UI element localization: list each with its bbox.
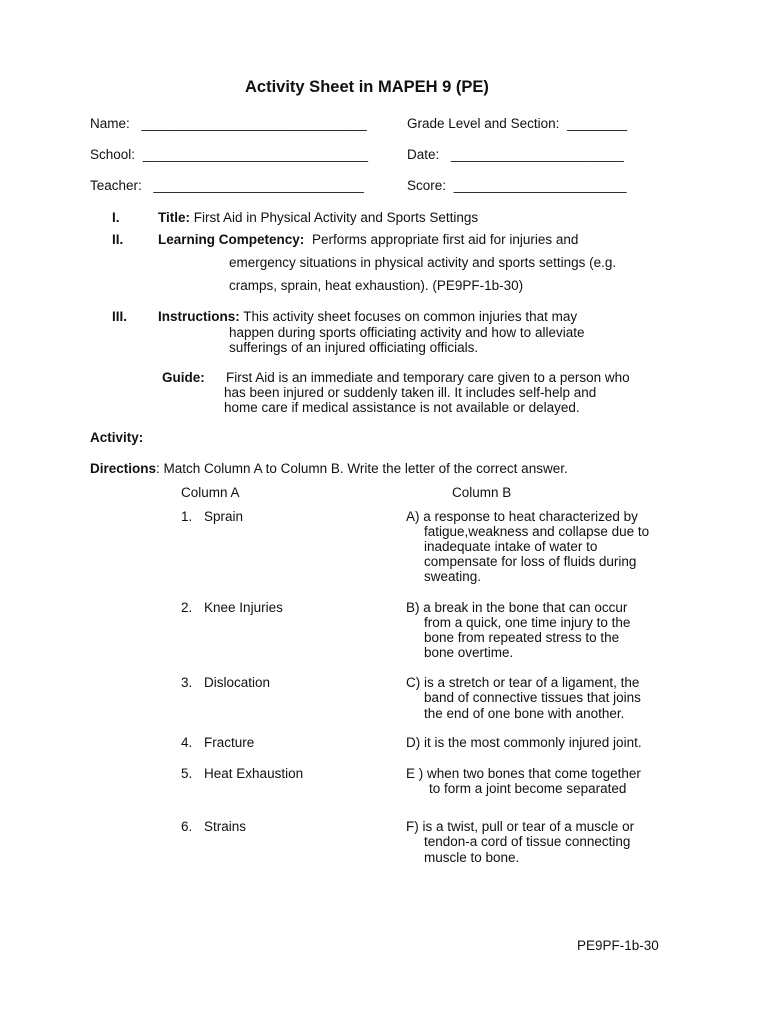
col-b-line: compensate for loss of fluids during [424, 554, 637, 569]
teacher-field-row [90, 178, 364, 193]
col-a-item [181, 675, 270, 690]
page-title: Activity Sheet in MAPEH 9 (PE) [245, 78, 489, 96]
col-a-text: Knee Injuries [204, 600, 283, 615]
guide-line1: First Aid is an immediate and temporary care given to a person who [226, 370, 630, 385]
col-a-text: Fracture [204, 735, 255, 750]
guide-line2: has been injured or suddenly taken ill. It includes self-help and [224, 385, 597, 400]
name-field-row [90, 116, 367, 131]
grade-field-row [407, 116, 627, 131]
col-a-number: 3. [181, 675, 193, 690]
date-label: Date: [407, 147, 440, 162]
section-ii-number: II. [112, 232, 124, 247]
footer-code: PE9PF-1b-30 [577, 938, 659, 953]
section-ii-content [158, 232, 578, 247]
col-b-line: E ) when two bones that come together [406, 766, 641, 781]
score-label: Score: [407, 178, 447, 193]
col-a-number: 4. [181, 735, 193, 750]
col-b-line: A) a response to heat characterized by [406, 509, 638, 524]
column-a-header: Column A [181, 485, 240, 500]
guide-line3: home care if medical assistance is not available or delayed. [224, 400, 580, 415]
col-b-line: fatigue,weakness and collapse due to [424, 524, 650, 539]
col-b-line: bone from repeated stress to the [424, 630, 620, 645]
col-a-number: 1. [181, 509, 193, 524]
col-a-text: Strains [204, 819, 247, 834]
section-ii-line1: Performs appropriate first aid for injuries and [312, 232, 579, 247]
col-b-line: the end of one bone with another. [424, 706, 625, 721]
section-iii-number: III. [112, 309, 128, 324]
section-ii-line2: emergency situations in physical activity and sports settings (e.g. [229, 255, 617, 270]
section-ii-label: Learning Competency: [158, 232, 305, 247]
grade-label: Grade Level and Section: [407, 116, 560, 131]
col-a-item [181, 509, 243, 524]
col-b-line: tendon-a cord of tissue connecting [424, 834, 631, 849]
directions [90, 461, 568, 476]
school-field-row [90, 147, 368, 162]
directions-label: Directions [90, 461, 157, 476]
section-iii-label: Instructions: [158, 309, 240, 324]
school-label: School: [90, 147, 136, 162]
col-b-line: muscle to bone. [424, 850, 520, 865]
col-b-line: band of connective tissues that joins [424, 690, 641, 705]
col-a-number: 2. [181, 600, 193, 615]
col-b-line: D) it is the most commonly injured joint. [406, 735, 642, 750]
col-b-line: sweating. [424, 569, 482, 584]
col-a-item [181, 600, 283, 615]
section-ii-line3: cramps, sprain, heat exhaustion). (PE9PF-1b-30) [229, 278, 524, 293]
name-label: Name: [90, 116, 130, 131]
section-i-label: Title: [158, 210, 191, 225]
date-blank[interactable]: _______________________ [451, 147, 624, 162]
col-b-line: to form a joint become separated [429, 781, 627, 796]
col-b-line: F) is a twist, pull or tear of a muscle or [406, 819, 635, 834]
col-a-item [181, 819, 246, 834]
section-i-text: First Aid in Physical Activity and Sports Settings [193, 210, 479, 225]
activity-heading: Activity: [90, 430, 144, 445]
section-iii-line1: This activity sheet focuses on common injuries that may [243, 309, 578, 324]
col-b-line: C) is a stretch or tear of a ligament, the [406, 675, 640, 690]
col-a-text: Sprain [204, 509, 244, 524]
teacher-label: Teacher: [90, 178, 142, 193]
col-a-item [181, 735, 254, 750]
directions-text: : Match Column A to Column B. Write the letter of the correct answer. [156, 461, 568, 476]
col-a-item [181, 766, 303, 781]
section-iii-line2: happen during sports officiating activity and how to alleviate [229, 325, 585, 340]
score-blank[interactable]: _______________________ [453, 178, 627, 193]
school-blank[interactable]: ______________________________ [142, 147, 369, 162]
col-a-number: 6. [181, 819, 193, 834]
guide-label: Guide: [162, 370, 205, 385]
date-field-row [407, 147, 624, 162]
col-b-line: bone overtime. [424, 645, 514, 660]
col-b-line: from a quick, one time injury to the [424, 615, 631, 630]
teacher-blank[interactable]: ____________________________ [153, 178, 364, 193]
col-b-line: B) a break in the bone that can occur [406, 600, 628, 615]
section-i-number: I. [112, 210, 120, 225]
col-b-line: inadequate intake of water to [424, 539, 598, 554]
col-a-text: Dislocation [204, 675, 271, 690]
section-iii-content [158, 309, 577, 324]
section-iii-line3: sufferings of an injured officiating officials. [229, 340, 479, 355]
column-b-header: Column B [452, 485, 512, 500]
section-i-content [158, 210, 478, 225]
grade-blank[interactable]: ________ [567, 116, 628, 131]
col-a-number: 5. [181, 766, 193, 781]
name-blank[interactable]: ______________________________ [141, 116, 367, 131]
col-a-text: Heat Exhaustion [204, 766, 304, 781]
score-field-row [407, 178, 626, 193]
